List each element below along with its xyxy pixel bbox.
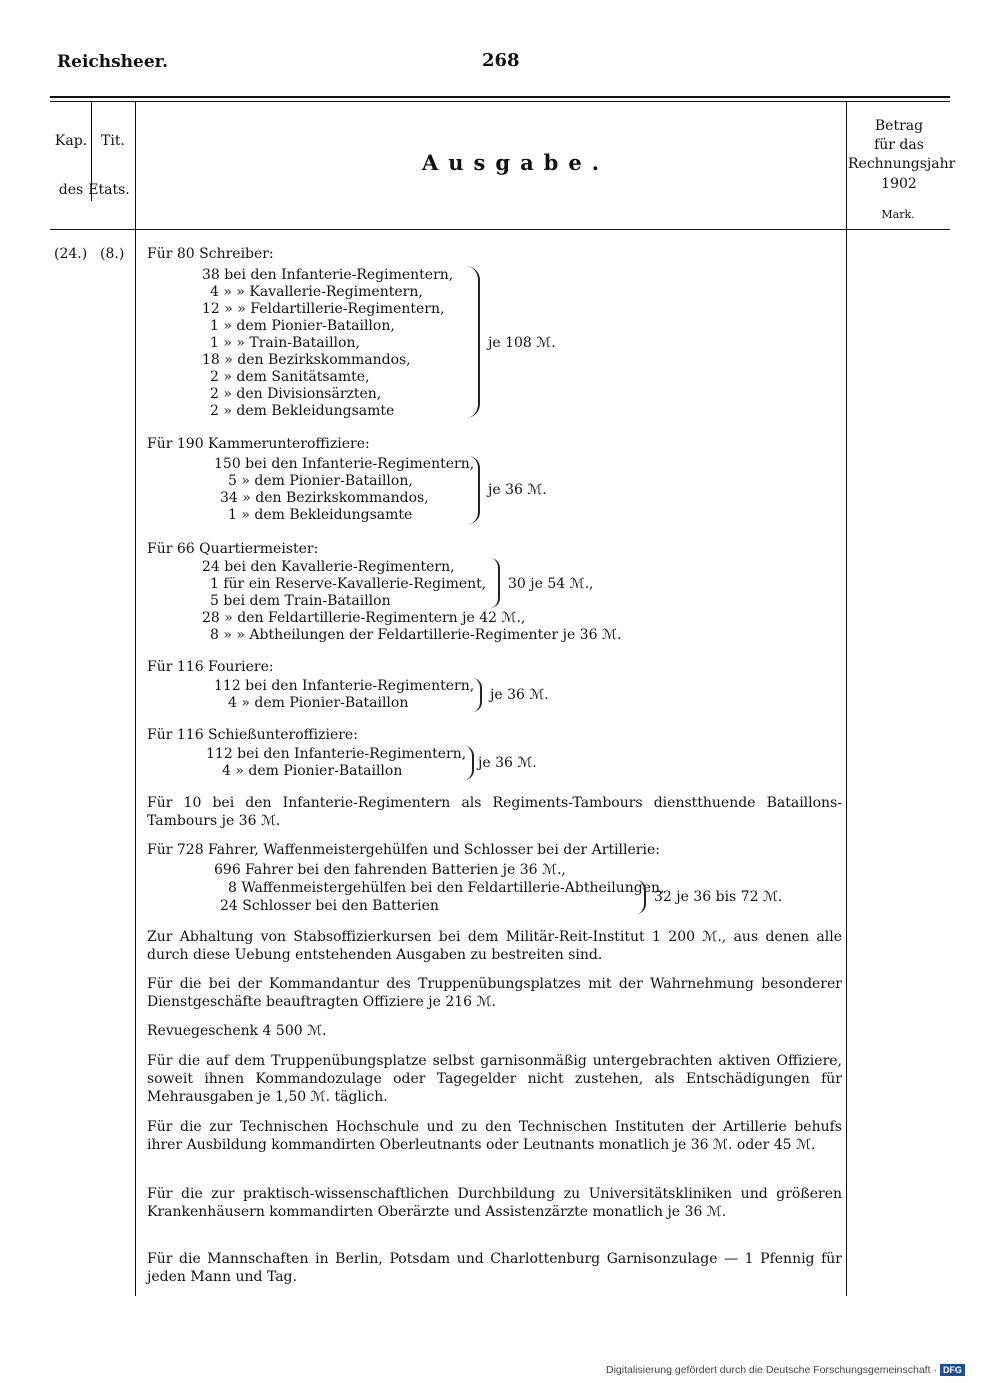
col-head-mark: Mark. [881, 208, 915, 221]
paragraph-kommandantur: Für die bei der Kommandantur des Truppenübungsplatzes mit der Wahrnehmung besonderer Dienstgeschäfte beauftragten Offiziere je 216 ℳ. [147, 976, 842, 1010]
paragraph-universitaetskliniken: Für die zur praktisch-wissenschaftlichen Durchbildung zu Universitätskliniken und größeren Krankenhäusern kommandirten Oberärzte und Assistenzärzte monatlich je 36 ℳ. [147, 1186, 842, 1220]
running-title: Reichsheer. [57, 52, 168, 72]
list-item: 112 bei den Infanterie-Regimentern, [214, 678, 475, 694]
brace [490, 558, 500, 608]
footer-text: Digitalisierung gefördert durch die Deutsche Forschungsgemeinschaft [606, 1364, 931, 1376]
paragraph-truppenuebungsplatz: Für die auf dem Truppenübungsplatze selbst garnisonmäßig untergebrachten aktiven Offiziere, soweit ihnen Kommandozulage oder Tagegelder nicht zustehen, als Entschädigungen für Mehrausgaben je 1,50 ℳ. täglich. [147, 1053, 842, 1105]
list-item: 24 Schlosser bei den Batterien [220, 898, 439, 914]
top-double-rule [50, 96, 950, 98]
kammer-title: Für 190 Kammerunteroffiziere: [147, 436, 370, 452]
page-number: 268 [482, 50, 520, 71]
list-item: 4 » dem Pionier-Bataillon [222, 763, 403, 779]
paragraph-stabsoffizierkurse: Zur Abhaltung von Stabsoffizierkursen bei dem Militär-Reit-Institut 1 200 ℳ., aus denen alle durch diese Uebung entstehenden Ausgaben zu bestreiten sind. [147, 929, 842, 963]
section-title: Ausgabe. [422, 150, 610, 175]
col-head-tit: Tit. [101, 133, 125, 149]
dfg-logo: DFG [940, 1364, 965, 1376]
tambour-paragraph: Für 10 bei den Infanterie-Regimentern als Regiments-Tambours dienstthuende Bataillons-Tambours je 36 ℳ. [147, 795, 842, 829]
list-item: 4 » » Kavallerie-Regimentern, [210, 284, 423, 300]
list-item: 5 bei dem Train-Bataillon [210, 593, 391, 609]
col-head-betrag-3: Rechnungsjahr [848, 156, 956, 172]
list-item: 1 » » Train-Bataillon, [210, 335, 360, 351]
fouriere-title: Für 116 Fouriere: [147, 659, 274, 675]
brace [464, 746, 474, 780]
paragraph-technische-hochschule: Für die zur Technischen Hochschule und zu den Technischen Instituten der Artillerie behufs ihrer Ausbildung kommandirten Oberleutnants oder Leutnants monatlich je 36 ℳ. oder 45 ℳ. [147, 1119, 842, 1153]
list-item: 4 » dem Pionier-Bataillon [228, 695, 409, 711]
col-divider-tit-text [135, 101, 136, 1296]
schiess-amount: je 36 ℳ. [478, 755, 537, 771]
list-item: 24 bei den Kavallerie-Regimentern, [202, 559, 455, 575]
quartier-amount: 30 je 54 ℳ., [508, 576, 594, 592]
list-item: 18 » den Bezirkskommandos, [202, 352, 411, 368]
col-head-kap: Kap. [54, 133, 88, 149]
list-item: 1 » dem Bekleidungsamte [228, 507, 413, 523]
list-item: 696 Fahrer bei den fahrenden Batterien je 36 ℳ., [214, 862, 566, 878]
fouriere-amount: je 36 ℳ. [490, 687, 549, 703]
schreiber-amount: je 108 ℳ. [488, 335, 556, 351]
top-rule-2 [50, 101, 950, 102]
list-item: 1 für ein Reserve-Kavallerie-Regiment, [210, 576, 487, 592]
fahrer-amount: 32 je 36 bis 72 ℳ. [654, 889, 783, 905]
list-item: 2 » dem Bekleidungsamte [210, 403, 395, 419]
col-head-betrag-1: Betrag [874, 118, 924, 134]
col-head-betrag-2: für das [874, 137, 924, 153]
col-divider-text-betrag [846, 101, 847, 1296]
paragraph-revuegeschenk: Revuegeschenk 4 500 ℳ. [147, 1023, 327, 1039]
paragraph-garnisonzulage: Für die Mannschaften in Berlin, Potsdam und Charlottenburg Garnisonzulage — 1 Pfennig für jeden Mann und Tag. [147, 1251, 842, 1285]
col-head-des: des [58, 182, 84, 198]
list-item: 8 » » Abtheilungen der Feldartillerie-Regimenter je 36 ℳ. [210, 627, 622, 643]
col-head-etats: Etats. [88, 182, 130, 198]
brace [636, 880, 646, 914]
list-item: 12 » » Feldartillerie-Regimentern, [202, 301, 445, 317]
row-tit: (8.) [100, 246, 125, 262]
list-item: 38 bei den Infanterie-Regimentern, [202, 267, 454, 283]
brace [466, 266, 480, 418]
col-head-betrag-4: 1902 [881, 176, 917, 192]
list-item: 1 » dem Pionier-Bataillon, [210, 318, 395, 334]
list-item: 2 » den Divisionsärzten, [210, 386, 382, 402]
footer-credit: Digitalisierung gefördert durch die Deutsche Forschungsgemeinschaft · DFG [606, 1364, 965, 1376]
kammer-amount: je 36 ℳ. [488, 482, 547, 498]
header-bottom-rule [50, 229, 950, 230]
list-item: 2 » dem Sanitätsamte, [210, 369, 370, 385]
quartier-title: Für 66 Quartiermeister: [147, 541, 319, 557]
list-item: 150 bei den Infanterie-Regimentern, [214, 456, 475, 472]
row-kap: (24.) [54, 246, 88, 262]
schreiber-title: Für 80 Schreiber: [147, 246, 274, 262]
fahrer-title: Für 728 Fahrer, Waffenmeistergehülfen und Schlosser bei der Artillerie: [147, 842, 660, 858]
list-item: 28 » den Feldartillerie-Regimentern je 42 ℳ., [202, 610, 526, 626]
list-item: 112 bei den Infanterie-Regimentern, [206, 746, 467, 762]
brace [472, 678, 482, 712]
brace [468, 456, 480, 524]
schiess-title: Für 116 Schießunteroffiziere: [147, 727, 358, 743]
list-item: 5 » dem Pionier-Bataillon, [228, 473, 413, 489]
list-item: 8 Waffenmeistergehülfen bei den Feldartillerie-Abtheilungen, [228, 880, 665, 896]
list-item: 34 » den Bezirkskommandos, [220, 490, 429, 506]
